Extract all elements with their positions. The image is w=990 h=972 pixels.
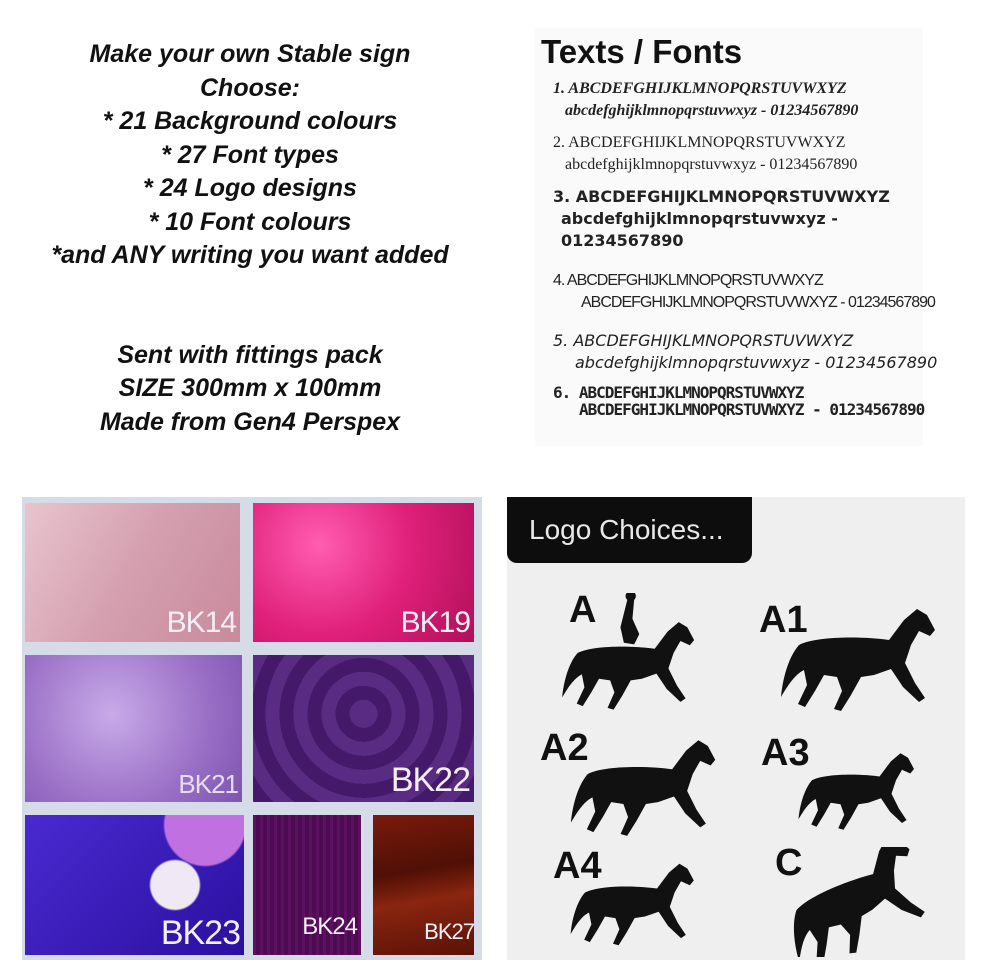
logo-choices-title: Logo Choices...: [507, 497, 752, 563]
logo-label-a4: A4: [553, 845, 602, 887]
detail-line: Sent with fittings pack: [117, 340, 383, 369]
fonts-panel: [535, 28, 938, 446]
intro-line: * 21 Background colours: [102, 107, 398, 135]
logo-label-a: A: [569, 589, 597, 631]
font-upper: 2. ABCDEFGHIJKLMNOPQRSTUVWXYZ: [553, 134, 846, 151]
font-lower: abcdefghijklmnopqrstuvwxyz - 01234567890: [565, 156, 858, 173]
font-sample-3: [541, 186, 917, 252]
swatch-code: BK14: [166, 606, 236, 639]
font-upper: 4. ABCDEFGHIJKLMNOPQRSTUVWXYZ: [553, 272, 823, 289]
logo-label-a3: A3: [761, 732, 810, 774]
swatch-bk27[interactable]: [373, 815, 474, 955]
logo-label-a1: A1: [759, 599, 808, 641]
swatch-bk19[interactable]: [253, 503, 474, 642]
swatch-bk22[interactable]: [253, 655, 474, 802]
swatch-code: BK22: [390, 761, 470, 799]
product-description: [20, 38, 480, 439]
swatch-bk21[interactable]: [25, 655, 242, 802]
intro-line: *and ANY writing you want added: [51, 241, 449, 269]
detail-line: Made from Gen4 Perspex: [99, 407, 401, 436]
intro-line: Choose:: [200, 73, 300, 102]
swatch-code: BK23: [160, 914, 240, 952]
swatch-bk14[interactable]: [25, 503, 240, 642]
logo-choices-panel: [507, 497, 965, 960]
font-upper: 3. ABCDEFGHIJKLMNOPQRSTUVWXYZ: [553, 187, 890, 206]
font-sample-6: [541, 383, 925, 419]
intro-line: * 10 Font colours: [148, 207, 352, 236]
detail-line: SIZE 300mm x 100mm: [118, 374, 382, 402]
trotting-horse-icon[interactable]: [569, 733, 719, 843]
font-upper: 5. ABCDEFGHIJKLMNOPQRSTUVWXYZ: [553, 331, 854, 350]
font-lower: abcdefghijklmnopqrstuvwxyz -: [561, 209, 838, 228]
swatch-code: BK24: [302, 913, 357, 940]
font-lower: abcdefghijklmnopqrstuvwxyz - 01234567890: [565, 102, 859, 119]
swatch-bk23[interactable]: [25, 815, 244, 955]
logo-label-a2: A2: [540, 727, 589, 769]
logo-label-c: C: [775, 842, 803, 884]
font-lower: ABCDEFGHIJKLMNOPQRSTUVWXYZ - 01234567890: [581, 294, 935, 311]
intro-line: Make your own Stable sign: [89, 40, 411, 68]
fonts-title: Texts / Fonts: [541, 33, 743, 70]
font-lower: abcdefghijklmnopqrstuvwxyz - 01234567890: [575, 353, 938, 372]
horse-rider-icon[interactable]: [559, 593, 699, 713]
font-lower: ABCDEFGHIJKLMNOPQRSTUVWXYZ - 01234567890: [579, 400, 925, 419]
running-horse-icon[interactable]: [797, 749, 917, 834]
intro-line: * 24 Logo designs: [143, 174, 357, 202]
cantering-horse-icon[interactable]: [569, 857, 697, 952]
font-sample-4: [541, 270, 935, 314]
jumping-horse-icon[interactable]: [779, 847, 929, 957]
intro-line: * 27 Font types: [161, 140, 339, 169]
swatch-code: BK21: [178, 769, 238, 799]
font-sample-2: [541, 132, 917, 176]
font-digits: 01234567890: [561, 231, 684, 250]
swatch-bk24[interactable]: [253, 815, 361, 955]
swatch-code: BK19: [400, 606, 470, 639]
swatch-code: BK27: [424, 919, 474, 944]
font-upper: 6. ABCDEFGHIJKLMNOPQRSTUVWXYZ: [553, 383, 804, 402]
font-sample-5: [541, 330, 938, 374]
font-sample-1: [541, 78, 917, 122]
background-swatches: [22, 497, 482, 960]
font-upper: 1. ABCDEFGHIJKLMNOPQRSTUVWXYZ: [553, 80, 847, 97]
galloping-horse-icon[interactable]: [775, 605, 943, 715]
